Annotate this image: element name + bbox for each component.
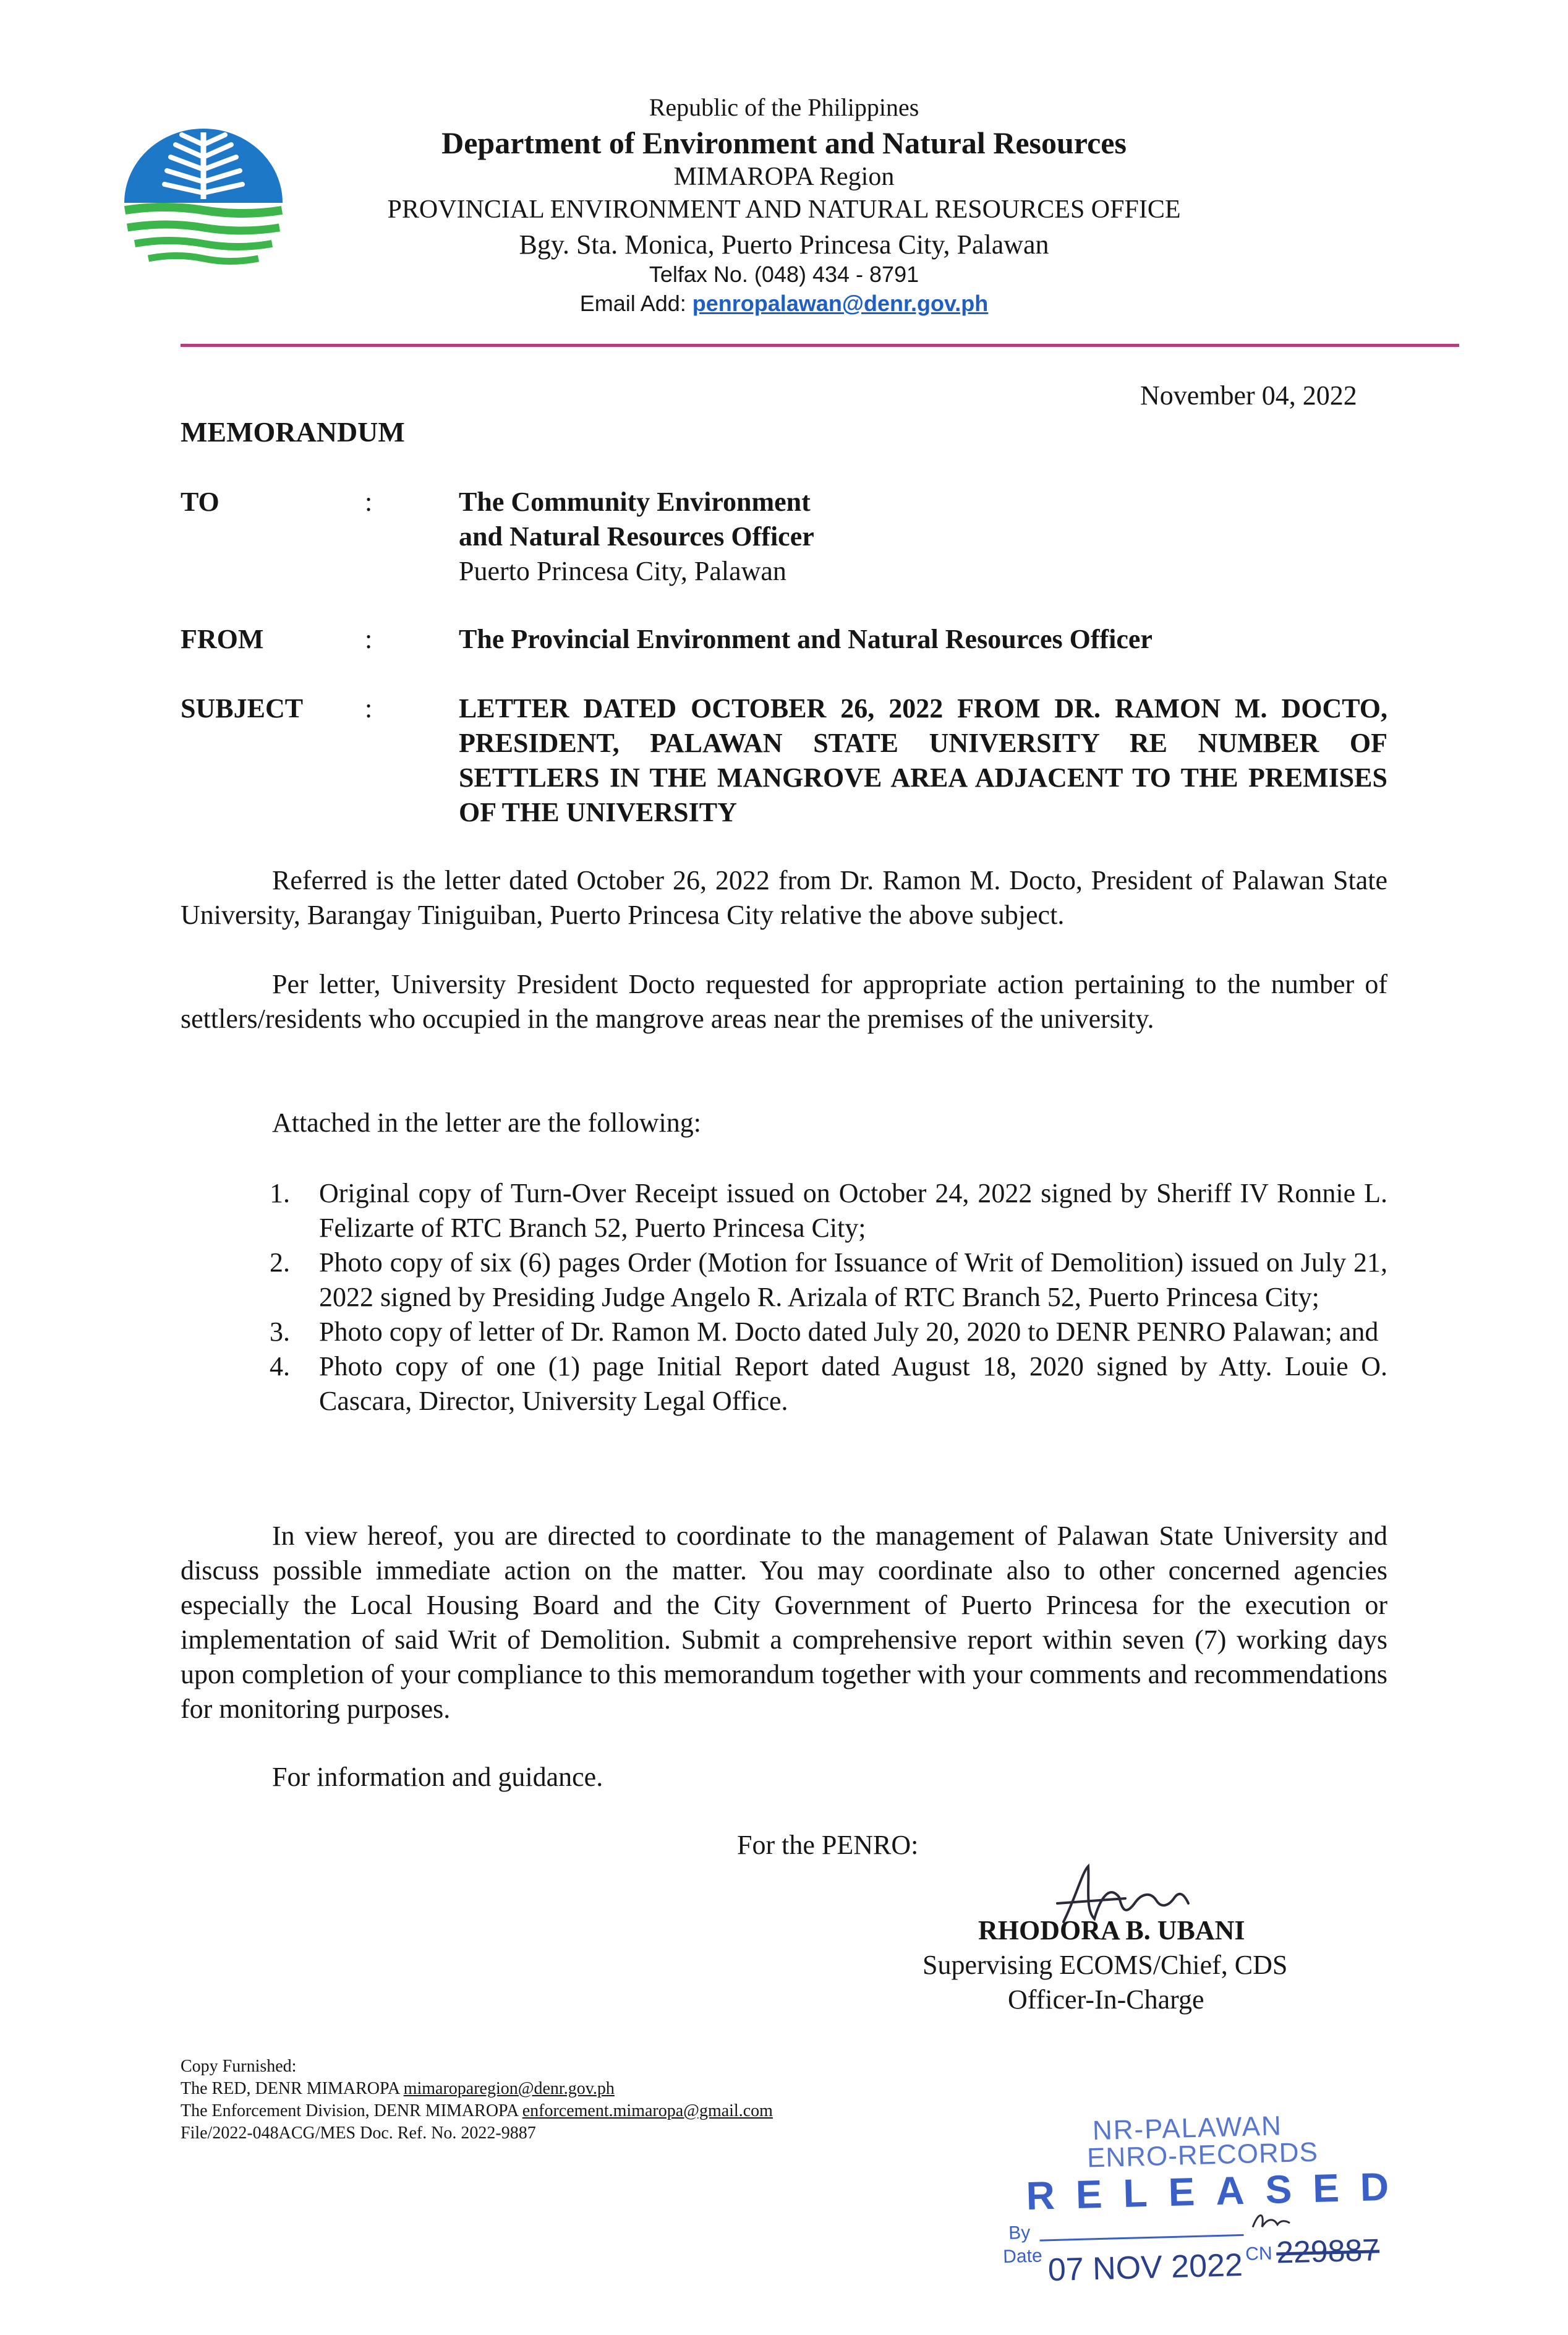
paragraph-attached: Attached in the letter are the following:: [272, 1108, 701, 1138]
paragraph-in-view: In view hereof, you are directed to coordinate to the management of Palawan State University and discuss possible immediate action on the matter. You may coordinate also to other concerned agencies especially the Local Housing Board and the City Government of Puerto Princesa for the execution or implementation of said Writ of Demolition. Submit a comprehensive report within seven (7) working days upon completion of your compliance to this memorandum together with your comments and recommendations for monitoring purposes.: [181, 1521, 1387, 1724]
from-colon: :: [365, 624, 373, 654]
email-link[interactable]: penropalawan@denr.gov.ph: [692, 291, 989, 316]
to-line3: Puerto Princesa City, Palawan: [459, 556, 786, 586]
list-text: Photo copy of six (6) pages Order (Motion for Issuance of Writ of Demolition) issued on July 21, 2022 signed by Presiding Judge Angelo R. Arizala of RTC Branch 52, Puerto Princesa City;: [319, 1247, 1387, 1312]
header-address: Bgy. Sta. Monica, Puerto Princesa City, Palawan: [519, 229, 1049, 260]
to-line1: The Community Environment: [459, 487, 811, 517]
for-the-penro: For the PENRO:: [737, 1830, 919, 1860]
copy-furnished-line1: The RED, DENR MIMAROPA mimaroparegion@denr.gov.ph: [181, 2079, 615, 2098]
copy-furnished-file: File/2022-048ACG/MES Doc. Ref. No. 2022-9887: [181, 2124, 536, 2143]
signatory-name: RHODORA B. UBANI: [978, 1915, 1245, 1945]
from-label: FROM: [181, 624, 264, 654]
subject-value: LETTER DATED OCTOBER 26, 2022 FROM DR. RAMON M. DOCTO, PRESIDENT, PALAWAN STATE UNIVERSITY RE NUMBER OF SETTLERS IN THE MANGROVE AREA ADJACENT TO THE PREMISES OF THE UNIVERSITY: [459, 693, 1387, 827]
copy-furnished-line2: The Enforcement Division, DENR MIMAROPA enforcement.mimaropa@gmail.com: [181, 2101, 773, 2120]
attachment-list: [270, 1176, 1387, 1419]
signatory-oic: Officer-In-Charge: [1008, 1984, 1204, 2015]
stamp-initials: [1249, 2205, 1293, 2237]
email-label: Email Add:: [579, 291, 686, 316]
signatory-title: Supervising ECOMS/Chief, CDS: [922, 1950, 1288, 1980]
paragraph-referred: Referred is the letter dated October 26, 2022 from Dr. Ramon M. Docto, President of Palawan State University, Barangay Tiniguiban, Puerto Princesa City relative the above subject.: [181, 865, 1387, 930]
list-text: Photo copy of one (1) page Initial Report dated August 18, 2020 signed by Atty. Louie O. Cascara, Director, University Legal Office.: [319, 1351, 1387, 1416]
header-republic: Republic of the Philippines: [649, 93, 919, 121]
stamp-date-value: 07 NOV 2022: [1047, 2247, 1243, 2289]
header-rule: [181, 344, 1459, 347]
stamp-cn-label: CN: [1245, 2243, 1273, 2265]
to-line2: and Natural Resources Officer: [459, 521, 814, 552]
red-email[interactable]: mimaroparegion@denr.gov.ph: [403, 2079, 615, 2098]
list-number: 2.: [270, 1247, 290, 1278]
list-number: 4.: [270, 1351, 290, 1381]
stamp-office: NR-PALAWAN: [1092, 2111, 1283, 2146]
stamp-cn-value: 229887: [1276, 2232, 1380, 2270]
to-label: TO: [181, 487, 219, 517]
stamp-by-line: [1040, 2234, 1244, 2242]
memo-title: MEMORANDUM: [181, 416, 405, 448]
stamp-by-label: By: [1008, 2222, 1031, 2243]
header-email-line: [0, 291, 1568, 317]
list-item: [270, 1315, 1387, 1349]
header-region: MIMAROPA Region: [673, 163, 895, 191]
paragraph-per-letter: Per letter, University President Docto requested for appropriate action pertaining to the number of settlers/residents who occupied in the mangrove areas near the premises of the university.: [181, 969, 1387, 1034]
stamp-records: ENRO-RECORDS: [1086, 2137, 1319, 2174]
copy-furnished: [181, 2055, 773, 2145]
header-office: PROVINCIAL ENVIRONMENT AND NATURAL RESOURCES OFFICE: [387, 195, 1181, 224]
to-colon: :: [365, 487, 373, 517]
header-department: Department of Environment and Natural Resources: [441, 126, 1127, 160]
list-number: 1.: [270, 1178, 290, 1208]
list-item: [270, 1349, 1387, 1419]
list-item: [270, 1176, 1387, 1245]
list-item: [270, 1245, 1387, 1315]
list-text: Original copy of Turn-Over Receipt issued on October 24, 2022 signed by Sheriff IV Ronnie L. Felizarte of RTC Branch 52, Puerto Princesa City;: [319, 1178, 1387, 1243]
list-number: 3.: [270, 1317, 290, 1347]
paragraph-for-info: For information and guidance.: [272, 1762, 603, 1792]
from-value: The Provincial Environment and Natural Resources Officer: [459, 624, 1153, 654]
stamp-date-label: Date: [1002, 2245, 1043, 2268]
enforcement-email[interactable]: enforcement.mimaropa@gmail.com: [522, 2101, 773, 2120]
subject-label: SUBJECT: [181, 693, 304, 724]
copy-furnished-label: Copy Furnished:: [181, 2057, 297, 2076]
released-stamp: [999, 2102, 1437, 2299]
header-telfax: Telfax No. (048) 434 - 8791: [649, 262, 919, 287]
list-text: Photo copy of letter of Dr. Ramon M. Docto dated July 20, 2020 to DENR PENRO Palawan; and: [319, 1317, 1379, 1347]
subject-colon: :: [365, 693, 373, 724]
memo-date: November 04, 2022: [1140, 380, 1357, 411]
stamp-released: RELEASED: [1025, 2163, 1410, 2219]
